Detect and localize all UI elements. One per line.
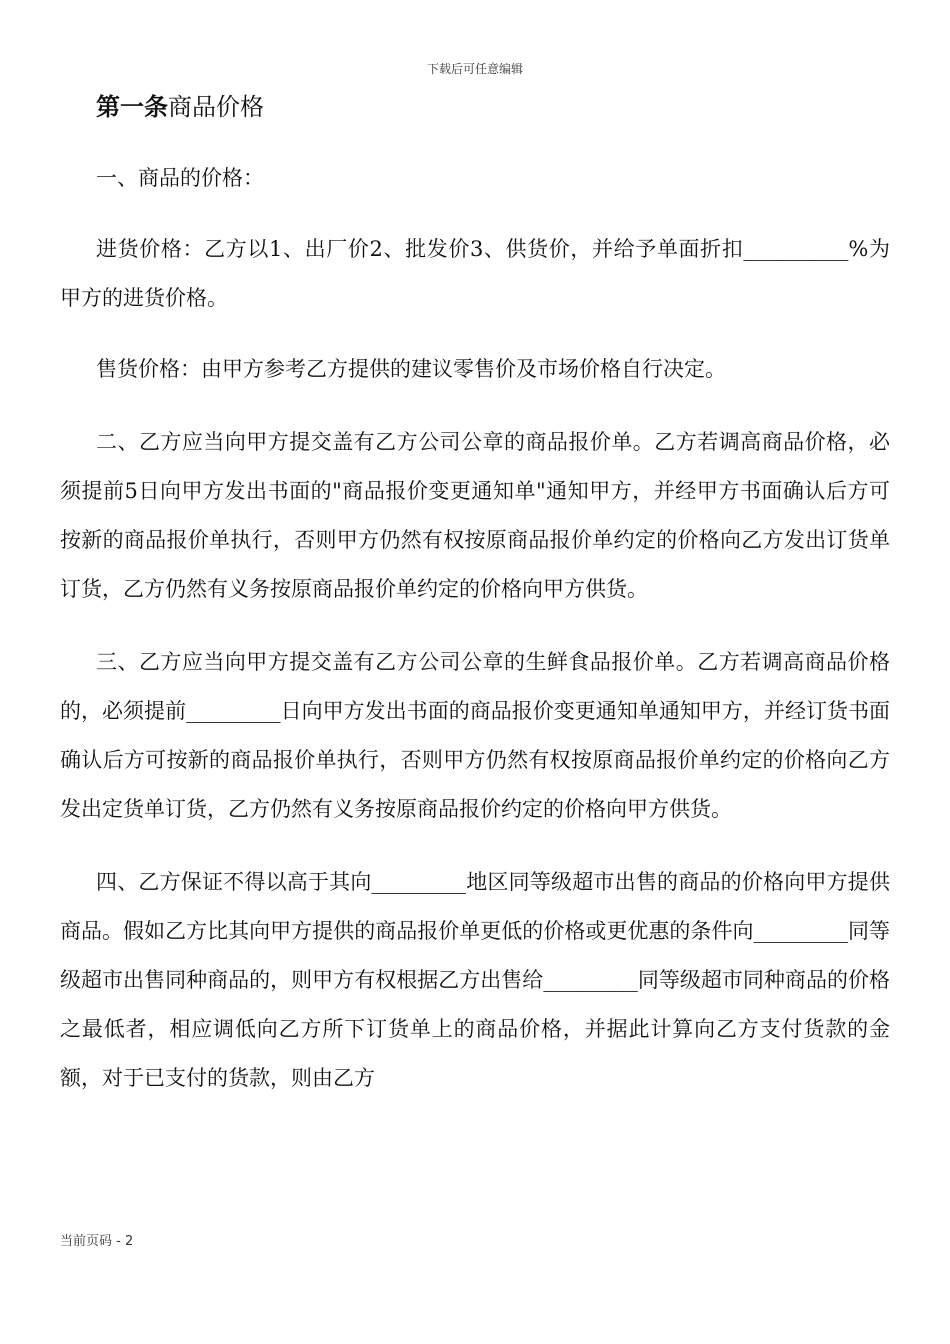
page-number: 当前页码 - 2: [60, 1234, 134, 1249]
document-body: [60, 82, 890, 1103]
paragraph-3: 售货价格：由甲方参考乙方提供的建议零售价及市场价格自行决定。: [96, 357, 726, 381]
paragraph-5: 三、乙方应当向甲方提交盖有乙方公司公章的生鲜食品报价单。乙方若调高商品价格的，必须提前_________日向甲方发出书面的商品报价变更通知单通知甲方，并经订货书面确认后方可按新的商品报价单执行，否则甲方仍然有权按原商品报价单约定的价格向乙方发出定货单订货，乙方仍然有义务按原商品报价约定的价格向甲方供货。: [60, 650, 890, 821]
paragraph-2: 进货价格：乙方以1、出厂价2、批发价3、供货价，并给予单面折扣__________%为甲方的进货价格。: [60, 237, 890, 310]
article-title: 商品价格: [168, 93, 264, 121]
paragraph-1: 一、商品的价格：: [96, 166, 264, 190]
article-number: 第一条: [96, 93, 168, 121]
paragraph-4: 二、乙方应当向甲方提交盖有乙方公司公章的商品报价单。乙方若调高商品价格，必须提前5日向甲方发出书面的"商品报价变更通知单"通知甲方，并经甲方书面确认后方可按新的商品报价单执行，否则甲方仍然有权按原商品报价单约定的价格向乙方发出订货单订货，乙方仍然有义务按原商品报价单约定的价格向甲方供货。: [60, 430, 890, 601]
paragraph-6: 四、乙方保证不得以高于其向_________地区同等级超市出售的商品的价格向甲方提供商品。假如乙方比其向甲方提供的商品报价单更低的价格或更优惠的条件向_________同等级超市出售同种商品的，则甲方有权根据乙方出售给_________同等级超市同种商品的价格之最低者，相应调低向乙方所下订货单上的商品价格，并据此计算向乙方支付货款的金额，对于已支付的货款，则由乙方: [60, 870, 890, 1090]
header-note: 下载后可任意编辑: [426, 62, 523, 76]
article-heading: [60, 82, 890, 132]
